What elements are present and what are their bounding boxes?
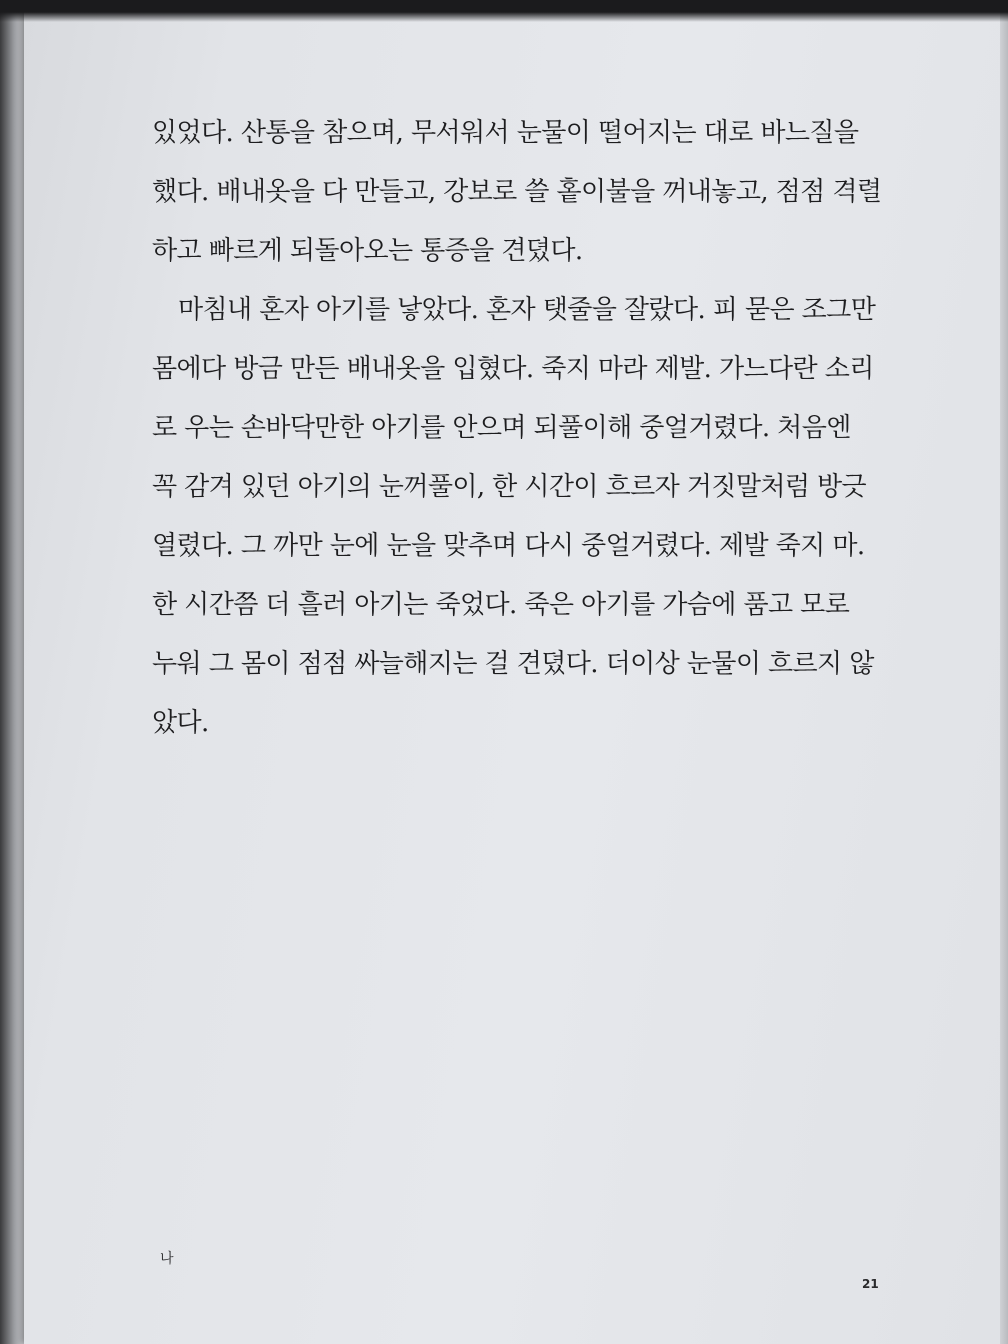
text-line: 하고 빠르게 되돌아오는 통증을 견뎠다. bbox=[152, 236, 583, 266]
text-line: 있었다. 산통을 참으며, 무서워서 눈물이 떨어지는 대로 바느질을 bbox=[152, 118, 859, 148]
text-line: 열렸다. 그 까만 눈에 눈을 맞추며 다시 중얼거렸다. 제발 죽지 마. bbox=[152, 531, 865, 561]
running-head: 나 bbox=[160, 1251, 174, 1267]
text-line: 누워 그 몸이 점점 싸늘해지는 걸 견뎠다. 더이상 눈물이 흐르지 않 bbox=[152, 649, 874, 679]
text-line: 몸에다 방금 만든 배내옷을 입혔다. 죽지 마라 제발. 가느다란 소리 bbox=[152, 354, 874, 384]
page-number: 21 bbox=[862, 1277, 879, 1291]
text-line: 았다. bbox=[152, 708, 209, 738]
body-text bbox=[152, 104, 892, 753]
text-line: 로 우는 손바닥만한 아기를 안으며 되풀이해 중얼거렸다. 처음엔 bbox=[152, 413, 851, 443]
text-line: 했다. 배내옷을 다 만들고, 강보로 쓸 홑이불을 꺼내놓고, 점점 격렬 bbox=[152, 177, 882, 207]
top-shadow bbox=[0, 0, 1008, 22]
text-line: 꼭 감겨 있던 아기의 눈꺼풀이, 한 시간이 흐르자 거짓말처럼 방긋 bbox=[152, 472, 867, 502]
page-edge bbox=[1000, 0, 1008, 1344]
paragraph-2 bbox=[152, 281, 892, 753]
text-line: 한 시간쯤 더 흘러 아기는 죽었다. 죽은 아기를 가슴에 품고 모로 bbox=[152, 590, 850, 620]
text-line: 마침내 혼자 아기를 낳았다. 혼자 탯줄을 잘랐다. 피 묻은 조그만 bbox=[178, 295, 876, 325]
paragraph-1 bbox=[152, 104, 892, 281]
